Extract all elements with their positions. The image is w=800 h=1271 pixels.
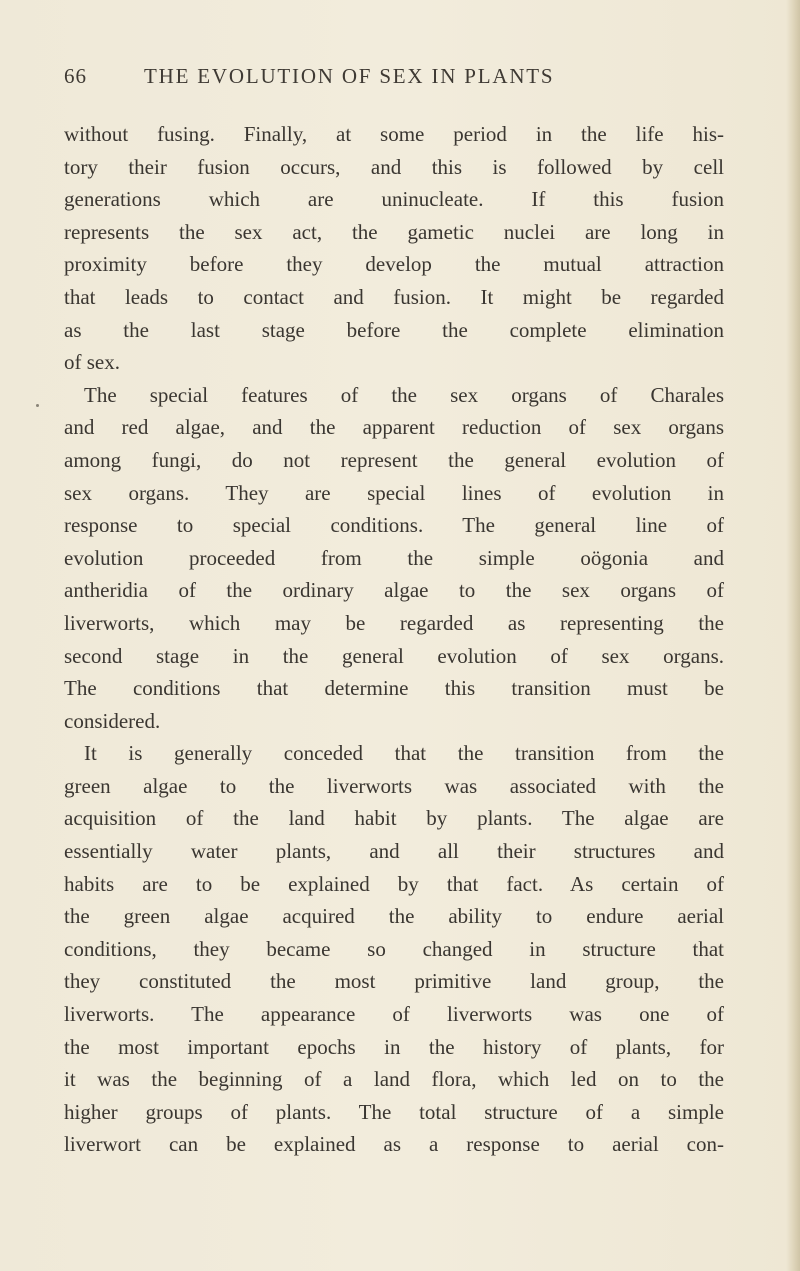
text-line: sex organs. They are special lines of evolution in — [64, 480, 724, 505]
text-line: liverwort can be explained as a response to aerial con- — [64, 1132, 724, 1157]
text-line: considered. — [64, 708, 161, 733]
text-line: generations which are uninucleate. If this fusion — [64, 187, 724, 212]
margin-mark — [36, 404, 39, 407]
text-line: tory their fusion occurs, and this is followed by cell — [64, 154, 724, 179]
text-line: liverworts, which may be regarded as representing the — [64, 610, 724, 635]
text-line: response to special conditions. The general line of — [64, 513, 724, 538]
running-header — [64, 64, 724, 94]
text-line: higher groups of plants. The total structure of a simple — [64, 1099, 724, 1124]
paragraph-start-line: The special features of the sex organs of Charales — [84, 382, 724, 407]
text-line: second stage in the general evolution of sex organs. — [64, 643, 724, 668]
text-line: of sex. — [64, 350, 120, 375]
text-line: the most important epochs in the history of plants, for — [64, 1034, 724, 1059]
text-line: and red algae, and the apparent reduction of sex organs — [64, 415, 724, 440]
page-number: 66 — [64, 64, 87, 88]
text-line: evolution proceeded from the simple oögonia and — [64, 545, 724, 570]
page-edge-shadow — [786, 0, 800, 1271]
body-text — [64, 118, 724, 1161]
text-line: habits are to be explained by that fact. As certain of — [64, 871, 724, 896]
text-line: as the last stage before the complete elimination — [64, 317, 724, 342]
text-line: that leads to contact and fusion. It might be regarded — [64, 284, 724, 309]
text-line: it was the beginning of a land flora, which led on to the — [64, 1067, 724, 1092]
text-line: conditions, they became so changed in structure that — [64, 936, 724, 961]
text-line: the green algae acquired the ability to endure aerial — [64, 904, 724, 929]
text-line: green algae to the liverworts was associated with the — [64, 773, 724, 798]
text-line: liverworts. The appearance of liverworts was one of — [64, 1002, 724, 1027]
text-line: proximity before they develop the mutual attraction — [64, 252, 724, 277]
text-line: represents the sex act, the gametic nuclei are long in — [64, 219, 724, 244]
text-line: they constituted the most primitive land group, the — [64, 969, 724, 994]
text-line: The conditions that determine this transition must be — [64, 676, 724, 701]
text-line: essentially water plants, and all their structures and — [64, 839, 724, 864]
text-line: antheridia of the ordinary algae to the sex organs of — [64, 578, 724, 603]
text-line: acquisition of the land habit by plants. The algae are — [64, 806, 724, 831]
paragraph-start-line: It is generally conceded that the transition from the — [84, 741, 724, 766]
text-line: among fungi, do not represent the general evolution of — [64, 447, 724, 472]
running-title: THE EVOLUTION OF SEX IN PLANTS — [144, 64, 555, 88]
text-line: without fusing. Finally, at some period in the life his- — [64, 122, 724, 146]
